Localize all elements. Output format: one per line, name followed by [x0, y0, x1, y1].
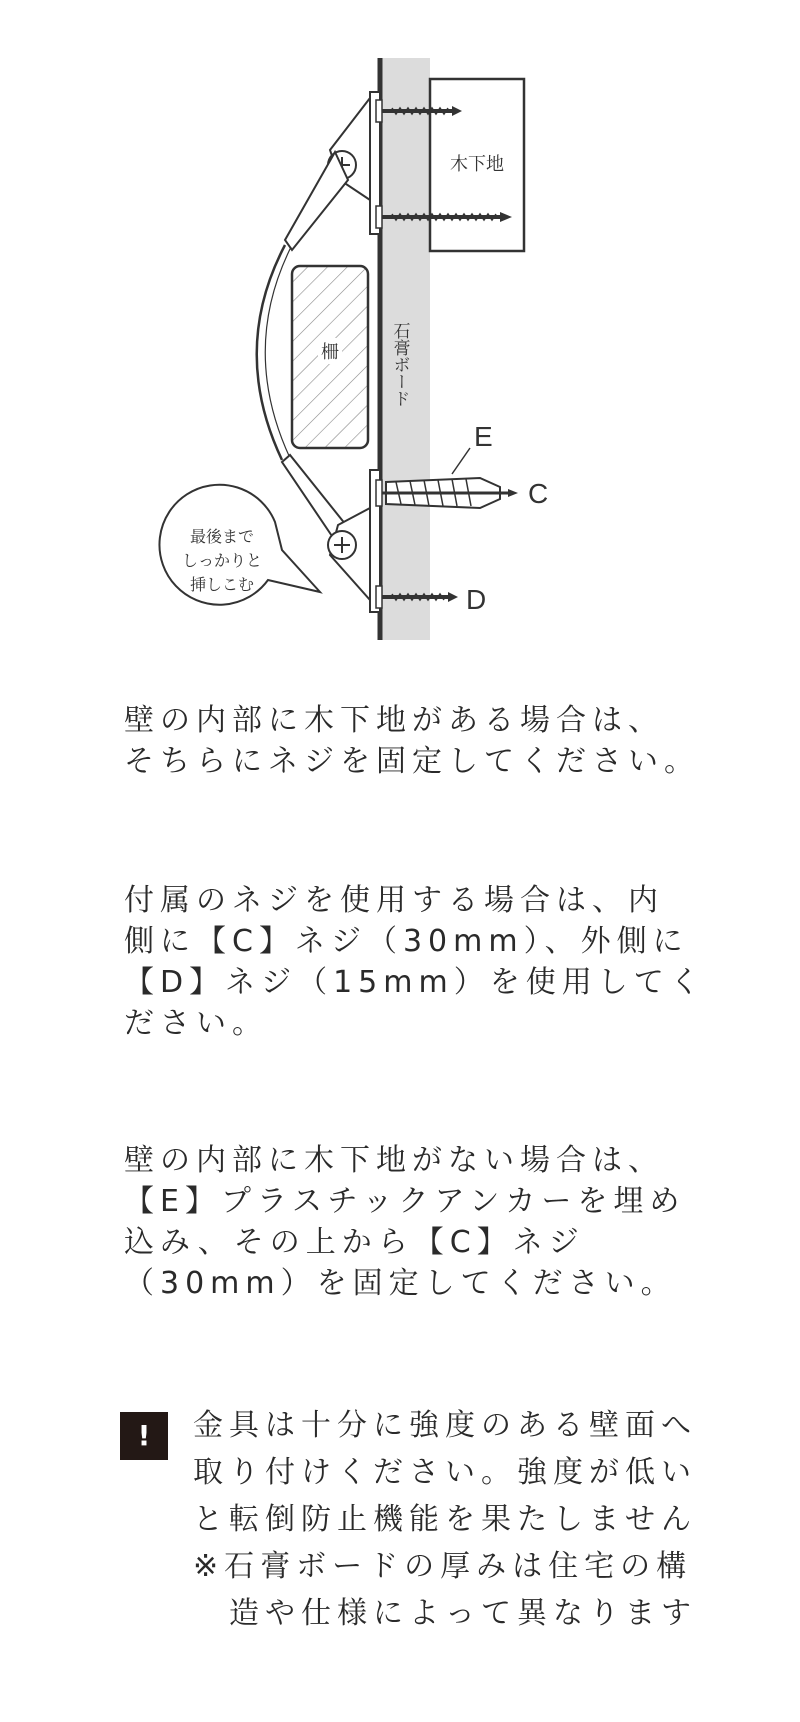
warning-note-line: 造や仕様によって異なります: [229, 1596, 697, 1631]
label-e: E: [474, 421, 493, 452]
paragraph-line: ださい。: [124, 1006, 268, 1041]
warning-line: と転倒防止機能を果たしません: [193, 1502, 697, 1537]
paragraph-line: 付属のネジを使用する場合は、内: [124, 883, 664, 918]
paragraph-line: 壁の内部に木下地がある場合は、: [124, 703, 664, 738]
paragraph-line: そちらにネジを固定してください。: [124, 744, 700, 779]
bubble-line-2: しっかりと: [181, 553, 263, 570]
paragraph-included-screws: [124, 880, 724, 1044]
paragraph-line: 込み、その上から【C】ネジ: [124, 1225, 585, 1260]
label-e-leader: [452, 448, 470, 474]
paragraph-line: 【E】プラスチックアンカーを埋め: [124, 1184, 686, 1219]
warning-icon: !: [120, 1412, 168, 1460]
warning-text: [193, 1402, 793, 1637]
paragraph-line: （30mm）を固定してください。: [124, 1266, 677, 1301]
paragraph-with-stud: [124, 700, 724, 782]
installation-diagram: [0, 0, 800, 660]
paragraph-line: 壁の内部に木下地がない場合は、: [124, 1143, 664, 1178]
gypsum-board-label: 石膏ボード: [390, 322, 410, 407]
paragraph-line: 側に【C】ネジ（30mm）、外側に: [124, 924, 689, 959]
label-d: D: [466, 584, 487, 615]
warning-line: 取り付けください。強度が低い: [193, 1455, 697, 1490]
upper-connector: [285, 152, 348, 250]
cable: [257, 245, 285, 460]
paragraph-without-stud: [124, 1140, 724, 1304]
wood-stud-label: 木下地: [450, 154, 504, 174]
bubble-line-3: 挿しこむ: [189, 577, 255, 594]
label-c: C: [528, 478, 549, 509]
warning-note-line: ※石膏ボードの厚みは住宅の構: [193, 1549, 693, 1584]
furniture-label: 柵: [321, 342, 339, 362]
warning-line: 金具は十分に強度のある壁面へ: [193, 1408, 697, 1443]
bubble-line-1: 最後まで: [189, 529, 255, 546]
paragraph-line: 【D】ネジ（15mm）を使用してく: [124, 965, 706, 1000]
